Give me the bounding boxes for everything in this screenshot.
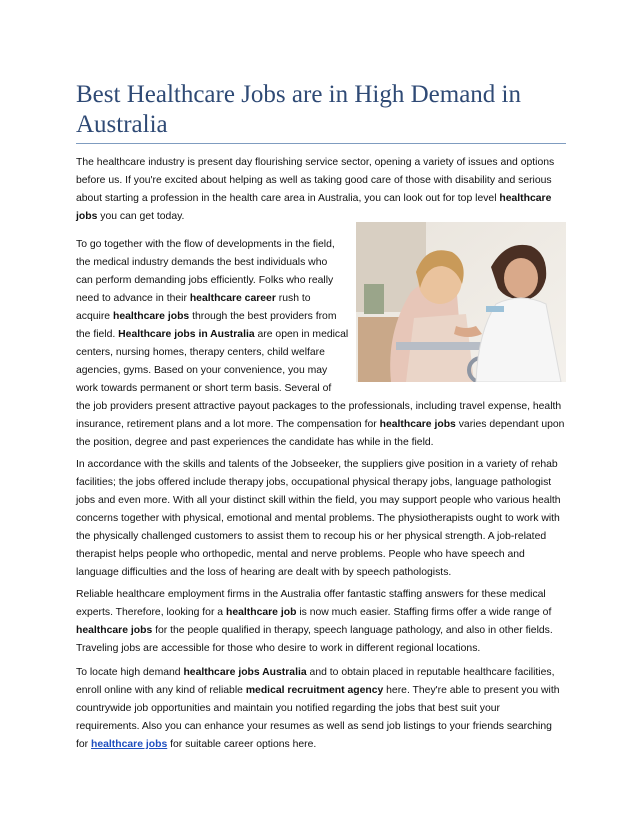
paragraph-intro: The healthcare industry is present day flourishing service sector, opening a variety of issues and options before us. If you're excited about helping as well as taking good care of those with disability and serious about starting a profession in the health care area in Australia, you can look out for top level healthcare jobs you can get today. — [76, 157, 555, 222]
paragraph-locate-jobs: To locate high demand healthcare jobs Australia and to obtain placed in reputable healthcare facilities, enroll online with any kind of reliable medical recruitment agency here. They're able to present you with countrywide job opportunities and maintain you notified regarding the jobs that best suit your requirements. Also you can enhance your resumes as well as send job listings to your friends searching for healthcare jobs for suitable career options here. — [76, 667, 560, 750]
keyword-healthcare-jobs-australia: healthcare jobs Australia — [183, 667, 307, 678]
keyword-healthcare-jobs: healthcare jobs — [379, 419, 456, 430]
photo-illustration — [356, 222, 566, 382]
page-title: Best Healthcare Jobs are in High Demand in Australia — [76, 81, 522, 138]
paragraph-developments-continued: the job providers present attractive payout packages to the professionals, including travel expense, health insurance, retirement plans and a lot more. The compensation for healthcare jobs varies dependant upon the position, degree and past experiences the candidate has while in the field. — [76, 401, 565, 448]
keyword-medical-recruitment-agency: medical recruitment agency — [245, 685, 384, 696]
title-underline — [76, 143, 566, 144]
keyword-healthcare-jobs-australia: Healthcare jobs in Australia — [118, 329, 255, 340]
keyword-healthcare-job: healthcare job — [225, 607, 297, 618]
keyword-healthcare-jobs: healthcare jobs — [76, 625, 153, 636]
paragraph-staffing-firms: Reliable healthcare employment firms in the Australia offer fantastic staffing answers for these medical experts. Therefore, looking for a healthcare job is now much easier. Staffing firms offer a wide range of healthcare jobs for the people qualified in therapy, speech language pathology, and also in other fields. Traveling jobs are accessible for those who desire to work in different regional locations. — [76, 589, 553, 654]
nurse-with-elderly-patient-photo — [356, 222, 566, 382]
paragraph-developments-wrapped: To go together with the flow of developments in the field, the medical industry demands the best individuals who can perform demanding jobs efficiently. Folks who really need to advance in their healthcare career rush to acquire healthcare jobs through the best providers from the field. Healthcare jobs in Australia are open in medical centers, nursing homes, therapy centers, child welfare agencies, gyms. Based on your convenience, you may work towards permanent or short term basis. Several of — [76, 239, 349, 394]
paragraph-rehab-facilities: In accordance with the skills and talents of the Jobseeker, the suppliers give position in a variety of rehab facilities; the jobs offered include therapy jobs, occupational physical therapy jobs, language pathologist jobs and even more. With all your distinct skill within the field, you may support people who various health concerns together with physical, emotional and mental problems. The physiotherapists ought to work with the physically challenged customers to assist them to recoup his or her physical strength. A job-related therapist helps people who orthopedic, mental and nerve problems. People who have speech and language difficulties and the loss of hearing are dealt with by speech pathologists. — [76, 459, 561, 578]
keyword-healthcare-career: healthcare career — [189, 293, 276, 304]
keyword-healthcare-jobs: healthcare jobs — [112, 311, 190, 322]
keyword-healthcare-jobs: healthcare jobs — [76, 193, 552, 222]
healthcare-jobs-link[interactable]: healthcare jobs — [91, 739, 168, 750]
